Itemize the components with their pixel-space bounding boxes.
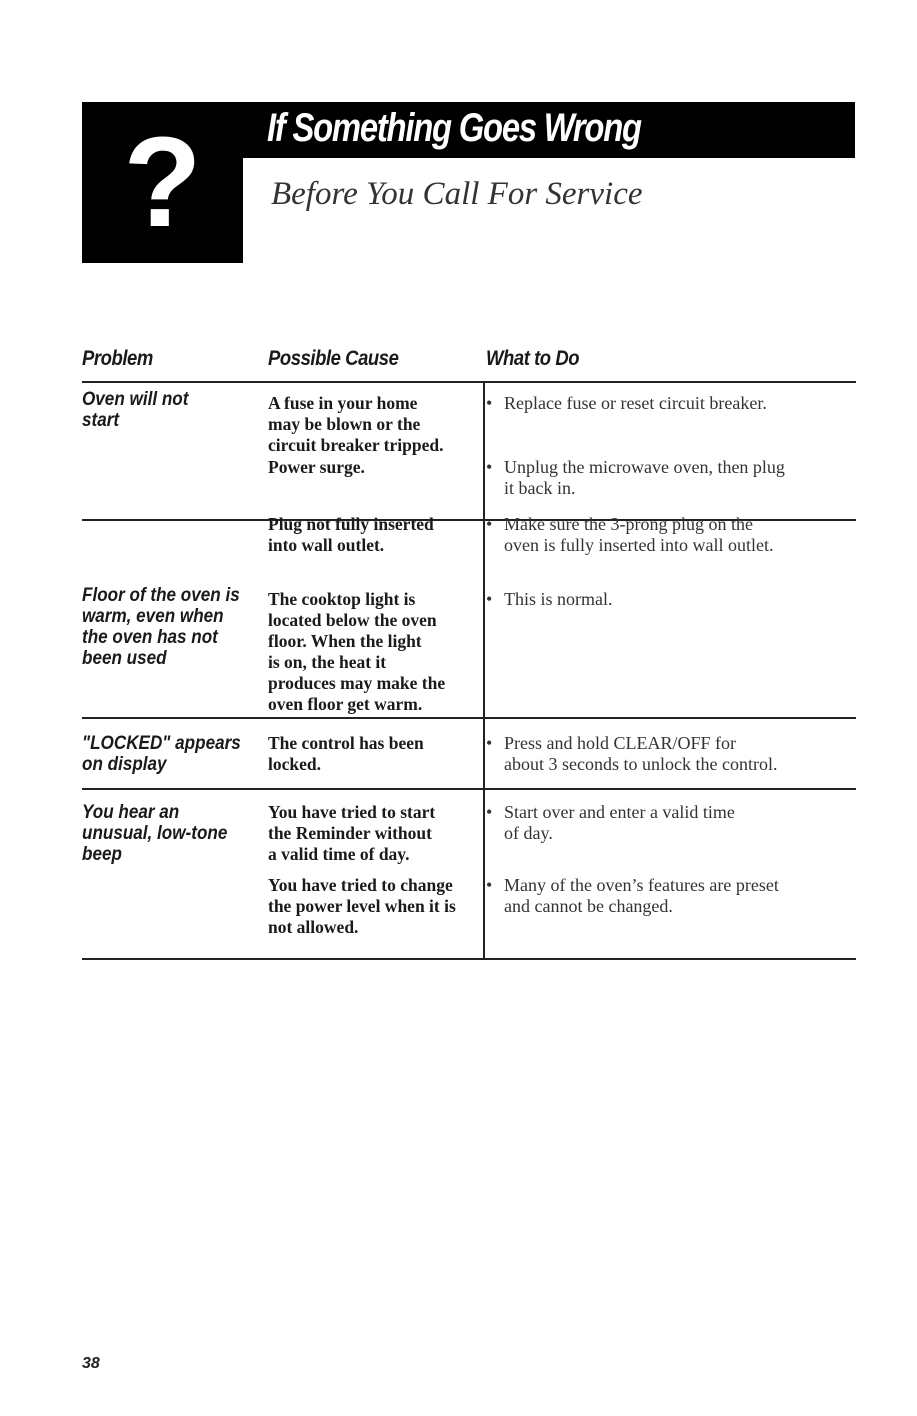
todo-cell: • This is normal. (486, 589, 613, 609)
table-header-row (82, 345, 856, 383)
cause-cell: A fuse in your home may be blown or the circuit breaker tripped. (268, 393, 444, 455)
bullet-icon: • (486, 514, 493, 534)
table-row (82, 383, 856, 555)
section-title: If Something Goes Wrong (267, 106, 641, 150)
page-number: 38 (82, 1355, 100, 1372)
column-divider (483, 521, 485, 717)
bullet-icon: • (486, 393, 493, 413)
column-header-problem: Problem (82, 347, 153, 370)
question-mark-icon: ? (123, 110, 202, 254)
todo-cell: • Many of the oven’s features are preset and cannot be changed. (486, 875, 779, 916)
column-header-what-to-do: What to Do (486, 347, 580, 370)
problem-cell: You hear an unusual, low-tone beep (82, 802, 228, 865)
column-divider (483, 719, 485, 788)
section-banner (243, 102, 855, 158)
todo-cell: • Start over and enter a valid time of day. (486, 802, 735, 843)
bullet-icon: • (486, 589, 493, 609)
question-mark-block (82, 102, 243, 263)
todo-cell: • Press and hold CLEAR/OFF for about 3 seconds to unlock the control. (486, 733, 778, 774)
problem-cell: Floor of the oven is warm, even when the oven has not been used (82, 585, 240, 669)
bullet-icon: • (486, 802, 493, 822)
column-divider (483, 790, 485, 958)
table-row (82, 790, 856, 960)
cause-cell: Power surge. (268, 457, 365, 477)
bullet-icon: • (486, 733, 493, 753)
cause-cell: The control has been locked. (268, 733, 424, 774)
column-divider (483, 383, 485, 519)
cause-cell: You have tried to start the Reminder without a valid time of day. (268, 802, 436, 864)
todo-cell: • Unplug the microwave oven, then plug it back in. (486, 457, 785, 498)
section-subtitle: Before You Call For Service (271, 176, 643, 212)
problem-cell: Oven will not start (82, 389, 189, 431)
todo-cell: • Replace fuse or reset circuit breaker. (486, 393, 767, 413)
cause-cell: The cooktop light is located below the oven floor. When the light is on, the heat it produces may make the oven floor get warm. (268, 589, 446, 714)
cause-cell: You have tried to change the power level when it is not allowed. (268, 875, 456, 937)
bullet-icon: • (486, 457, 493, 477)
cause-cell: Plug not fully inserted into wall outlet. (268, 514, 434, 555)
bullet-icon: • (486, 875, 493, 895)
table-row (82, 719, 856, 790)
troubleshooting-table (82, 345, 856, 960)
column-header-possible-cause: Possible Cause (268, 347, 399, 370)
problem-cell: "LOCKED" appears on display (82, 733, 241, 775)
todo-cell: • Make sure the 3-prong plug on the oven is fully inserted into wall outlet. (486, 514, 774, 555)
table-row (82, 579, 856, 719)
